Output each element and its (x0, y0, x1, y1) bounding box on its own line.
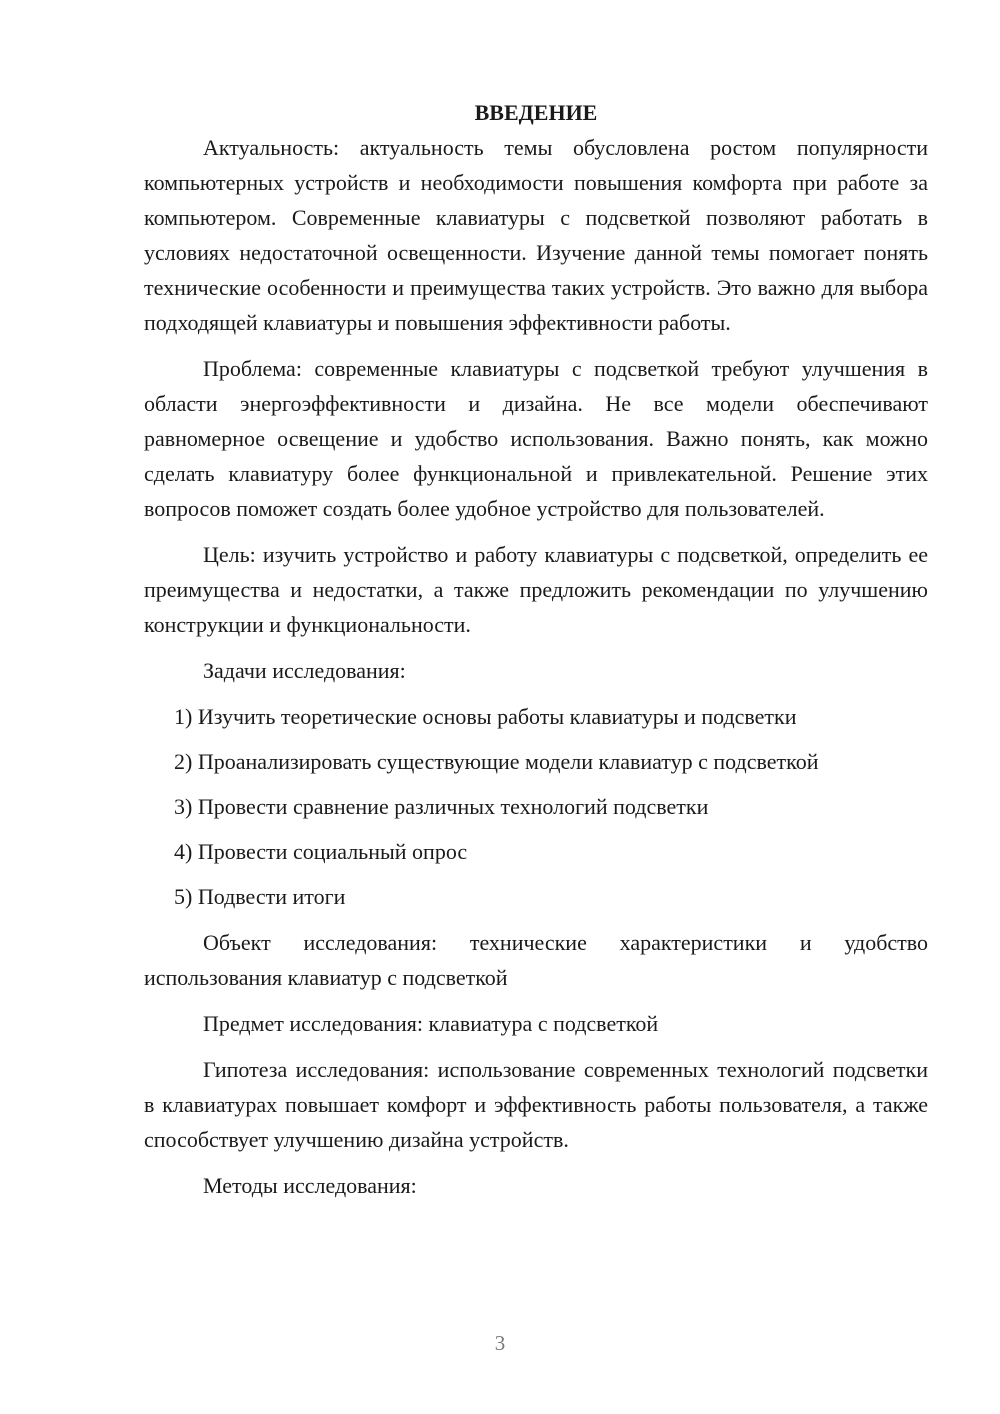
paragraph-relevance: Актуальность: актуальность темы обусловлена ростом популярности компьютерных устройств и необходимости повышения комфорта при работе за компьютером. Современные клавиатуры с подсветкой позволяют работать в условиях недостаточной освещенности. Изучение данной темы помогает понять технические особенности и преимущества таких устройств. Это важно для выбора подходящей клавиатуры и повышения эффективности работы. (144, 135, 928, 335)
tasks-list (144, 699, 928, 914)
tasks-intro: Задачи исследования: (203, 658, 406, 683)
page-number: 3 (494, 1331, 506, 1355)
list-item: 4) Провести социальный опрос (174, 839, 468, 864)
paragraph-goal: Цель: изучить устройство и работу клавиатуры с подсветкой, определить ее преимущества и недостатки, а также предложить рекомендации по улучшению конструкции и функциональности. (144, 542, 928, 637)
document-page (144, 95, 928, 1214)
paragraph-methods: Методы исследования: (203, 1173, 417, 1198)
list-item: 1) Изучить теоретические основы работы клавиатуры и подсветки (174, 704, 797, 729)
paragraph-hypothesis: Гипотеза исследования: использование современных технологий подсветки в клавиатурах повышает комфорт и эффективность работы пользователя, а также способствует улучшению дизайна устройств. (144, 1057, 928, 1152)
list-item: 3) Провести сравнение различных технологий подсветки (174, 794, 709, 819)
list-item: 2) Проанализировать существующие модели клавиатур с подсветкой (174, 749, 819, 774)
list-item: 5) Подвести итоги (174, 884, 346, 909)
paragraph-subject: Предмет исследования: клавиатура с подсветкой (203, 1011, 659, 1036)
section-heading: ВВЕДЕНИЕ (474, 100, 598, 125)
paragraph-problem: Проблема: современные клавиатуры с подсветкой требуют улучшения в области энергоэффективности и дизайна. Не все модели обеспечивают равномерное освещение и удобство использования. Важно понять, как можно сделать клавиатуру более функциональной и привлекательной. Решение этих вопросов поможет создать более удобное устройство для пользователей. (144, 356, 928, 521)
paragraph-object: Объект исследования: технические характеристики и удобство использования клавиатур с подсветкой (144, 930, 928, 990)
